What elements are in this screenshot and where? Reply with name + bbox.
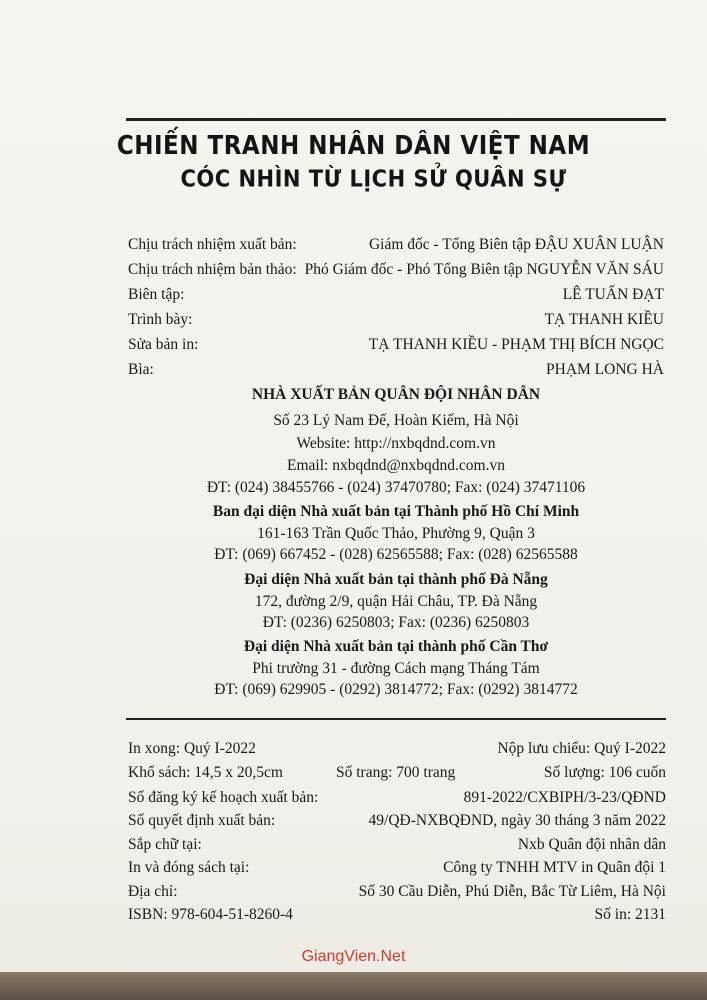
branch-name: Ban đại diện Nhà xuất bản tại Thành phố Hồ Chí Minh: [212, 503, 580, 520]
credit-row: [128, 311, 664, 333]
credit-label: Chịu trách nhiệm bản thảo:: [128, 261, 297, 278]
publisher-email: Email: nxbqdnd@nxbqdnd.com.vn: [287, 457, 505, 474]
branch-address: Phi trường 31 - đường Cách mạng Tháng Tám: [252, 660, 540, 677]
book-subtitle: CÓC NHÌN TỪ LỊCH SỬ QUÂN SỰ: [180, 165, 567, 193]
top-divider: [126, 118, 666, 121]
imprint-row: [128, 883, 666, 905]
publisher-address: Số 23 Lý Nam Đế, Hoàn Kiếm, Hà Nội: [273, 412, 519, 429]
credit-row: [128, 336, 664, 358]
legal-deposit: Nộp lưu chiểu: Quý I-2022: [497, 740, 666, 757]
credit-value: PHẠM LONG HÀ: [546, 361, 664, 378]
address-label: Địa chỉ:: [128, 883, 178, 900]
credit-row: [128, 236, 664, 258]
credit-row: [128, 261, 664, 283]
credit-value: Giám đốc - Tổng Biên tập ĐẬU XUÂN LUẬN: [368, 236, 664, 253]
publisher-name: NHÀ XUẤT BẢN QUÂN ĐỘI NHÂN DÂN: [251, 386, 541, 403]
book-size: Khổ sách: 14,5 x 20,5cm: [128, 764, 283, 781]
imprint-row: [128, 906, 666, 928]
branch-name: Đại diện Nhà xuất bản tại thành phố Cần Thơ: [243, 638, 549, 655]
credit-value: TẠ THANH KIỀU - PHẠM THỊ BÍCH NGỌC: [368, 336, 664, 353]
credit-label: Biên tập:: [128, 286, 185, 303]
registration-label: Số đăng ký kế hoạch xuất bản:: [128, 789, 319, 806]
print-number: Số in: 2131: [594, 906, 666, 923]
watermark-text: GiangVien.Net: [301, 948, 406, 965]
printer-label: In và đóng sách tại:: [128, 859, 250, 876]
credit-row: [128, 361, 664, 383]
imprint-row: [128, 740, 666, 762]
middle-divider: [126, 718, 666, 720]
credit-value: Phó Giám đốc - Phó Tổng Biên tập NGUYỄN VĂN SÁU: [304, 261, 664, 278]
imprint-row: [128, 859, 666, 881]
branch-phone: ĐT: (069) 629905 - (0292) 3814772; Fax: (0292) 3814772: [214, 681, 578, 698]
imprint-row: [128, 764, 666, 786]
credit-label: Trình bày:: [128, 311, 193, 328]
branch-name: Đại diện Nhà xuất bản tại thành phố Đà Nẵng: [244, 571, 548, 588]
branch-phone: ĐT: (0236) 6250803; Fax: (0236) 6250803: [262, 614, 530, 631]
isbn: ISBN: 978-604-51-8260-4: [128, 906, 293, 923]
publisher-phone: ĐT: (024) 38455766 - (024) 37470780; Fax: (024) 37471106: [206, 479, 586, 496]
print-completed: In xong: Quý I-2022: [128, 740, 256, 757]
address-value: Số 30 Cầu Diễn, Phú Diễn, Bắc Từ Liêm, Hà Nội: [358, 883, 666, 900]
credit-label: Chịu trách nhiệm xuất bản:: [128, 236, 297, 253]
credit-label: Bìa:: [128, 361, 154, 378]
credit-label: Sửa bản in:: [128, 336, 199, 353]
decision-label: Số quyết định xuất bản:: [128, 812, 276, 829]
typesetting-value: Nxb Quân đội nhân dân: [517, 836, 666, 853]
credit-value: LÊ TUẤN ĐẠT: [562, 286, 664, 303]
credit-row: [128, 286, 664, 308]
credit-value: TẠ THANH KIỀU: [544, 311, 664, 328]
printer-value: Công ty TNHH MTV in Quân đội 1: [443, 859, 666, 876]
branch-address: 161-163 Trần Quốc Thảo, Phường 9, Quận 3: [257, 525, 535, 542]
imprint-row: [128, 836, 666, 858]
branch-address: 172, đường 2/9, quận Hải Châu, TP. Đà Nẵng: [254, 593, 538, 610]
publisher-website: Website: http://nxbqdnd.com.vn: [296, 435, 496, 452]
book-title: CHIẾN TRANH NHÂN DÂN VIỆT NAM: [116, 131, 591, 161]
imprint-row: [128, 789, 666, 811]
branch-phone: ĐT: (069) 667452 - (028) 62565588; Fax: (028) 62565588: [214, 546, 578, 563]
page-bottom-shadow: [0, 972, 707, 1000]
imprint-row: [128, 812, 666, 834]
typesetting-label: Sắp chữ tại:: [128, 836, 202, 853]
decision-number: 49/QĐ-NXBQĐND, ngày 30 tháng 3 năm 2022: [368, 812, 666, 829]
print-quantity: Số lượng: 106 cuốn: [543, 764, 666, 781]
registration-number: 891-2022/CXBIPH/3-23/QĐND: [463, 789, 666, 806]
page-count: Số trang: 700 trang: [336, 764, 456, 781]
